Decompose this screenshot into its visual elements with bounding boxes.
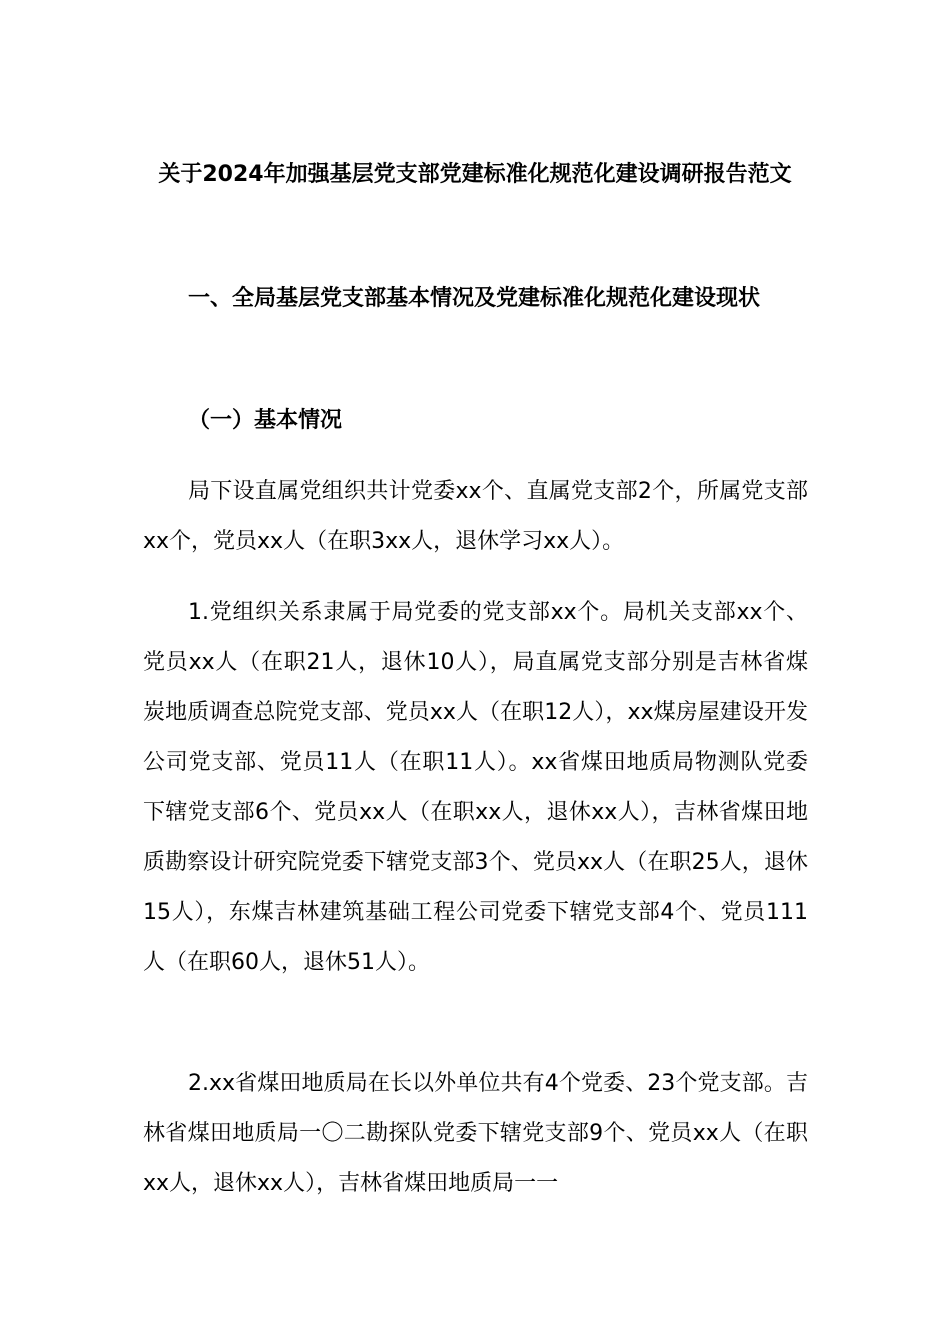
paragraph: 2.xx省煤田地质局在长以外单位共有4个党委、23个党支部。吉林省煤田地质局一〇二勘探队党委下辖党支部9个、党员xx人（在职xx人，退休xx人），吉林省煤田地质局一一 xyxy=(143,1071,808,1196)
section-heading: 一、全局基层党支部基本情况及党建标准化规范化建设现状 xyxy=(188,286,761,311)
document-title: 关于2024年加强基层党支部党建标准化规范化建设调研报告范文 xyxy=(158,162,792,187)
subsection-heading: （一）基本情况 xyxy=(188,408,343,433)
paragraph: 局下设直属党组织共计党委xx个、直属党支部2个，所属党支部xx个，党员xx人（在职3xx人，退休学习xx人）。 xyxy=(143,479,808,554)
paragraph: 1.党组织关系隶属于局党委的党支部xx个。局机关支部xx个、党员xx人（在职21人，退休10人），局直属党支部分别是吉林省煤炭地质调查总院党支部、党员xx人（在职12人），xx煤房屋建设开发公司党支部、党员11人（在职11人）。xx省煤田地质局物测队党委下辖党支部6个、党员xx人（在职xx人，退休xx人），吉林省煤田地质勘察设计研究院党委下辖党支部3个、党员xx人（在职25人，退休15人），东煤吉林建筑基础工程公司党委下辖党支部4个、党员111人（在职60人，退休51人）。 xyxy=(143,600,808,975)
